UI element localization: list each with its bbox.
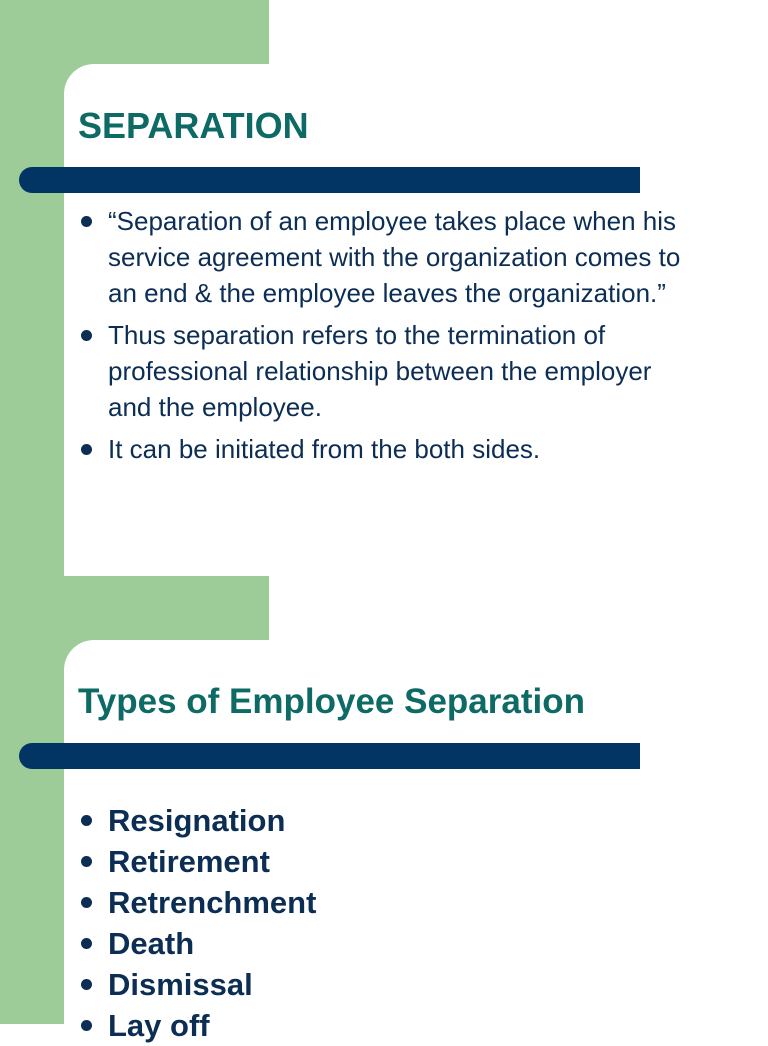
bullet-list <box>78 800 578 1046</box>
bullet-text: Resignation <box>108 803 286 838</box>
list-item <box>78 882 578 923</box>
bullet-text: Retrenchment <box>108 885 317 920</box>
bullet-dot-icon <box>81 216 92 227</box>
bullet-dot-icon <box>81 444 92 455</box>
list-item <box>78 800 578 841</box>
bullet-text: Lay off <box>108 1008 210 1043</box>
slide-title: SEPARATION <box>78 105 309 146</box>
slide-title: Types of Employee Separation <box>78 682 585 721</box>
bullet-dot-icon <box>81 897 92 908</box>
bullet-dot-icon <box>81 330 92 341</box>
slide-types-of-separation <box>0 576 768 1043</box>
bullet-list <box>78 203 688 473</box>
bullet-dot-icon <box>81 856 92 867</box>
list-item <box>78 964 578 1005</box>
bullet-dot-icon <box>81 979 92 990</box>
list-item <box>78 1005 578 1046</box>
title-rule-bar <box>19 743 640 769</box>
list-item <box>78 841 578 882</box>
bullet-text: Dismissal <box>108 967 253 1002</box>
list-item <box>78 923 578 964</box>
bullet-dot-icon <box>81 1020 92 1031</box>
bullet-dot-icon <box>81 815 92 826</box>
bullet-text: It can be initiated from the both sides. <box>108 434 541 464</box>
list-item <box>78 431 688 467</box>
bullet-text: Death <box>108 926 195 961</box>
title-rule-bar <box>19 167 640 193</box>
list-item <box>78 203 688 311</box>
bullet-text: “Separation of an employee takes place when his service agreement with the organization comes to an end & the employee leaves the organization.” <box>108 206 681 308</box>
bullet-text: Thus separation refers to the termination of professional relationship between the employer and the employee. <box>108 320 652 422</box>
bullet-text: Retirement <box>108 844 270 879</box>
bullet-dot-icon <box>81 938 92 949</box>
list-item <box>78 317 688 425</box>
